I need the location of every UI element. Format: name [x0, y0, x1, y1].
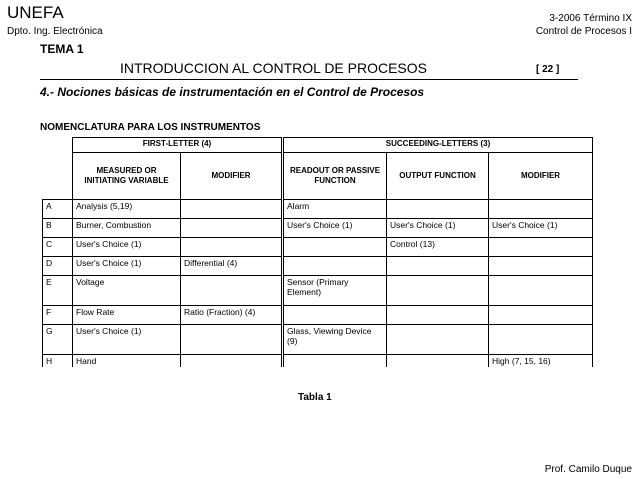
table-column-header-row [43, 153, 593, 200]
row-letter: H [43, 355, 73, 368]
table-row [43, 325, 593, 355]
row-letter: G [43, 325, 73, 355]
output-cell [387, 200, 489, 219]
department-name: Dpto. Ing. Electrónica [7, 26, 103, 37]
measured-cell: Analysis (5,19) [73, 200, 181, 219]
measured-cell: Hand [73, 355, 181, 368]
readout-cell [283, 355, 387, 368]
row-letter: B [43, 219, 73, 238]
table-row [43, 276, 593, 306]
measured-cell: Flow Rate [73, 306, 181, 325]
output-cell: Control (13) [387, 238, 489, 257]
readout-cell: Glass, Viewing Device (9) [283, 325, 387, 355]
course-label: Control de Procesos I [535, 26, 632, 37]
modifier2-cell [489, 257, 593, 276]
table-row [43, 200, 593, 219]
measured-variable-header: MEASURED OR INITIATING VARIABLE [73, 153, 181, 200]
output-cell: User's Choice (1) [387, 219, 489, 238]
output-cell [387, 306, 489, 325]
output-cell [387, 276, 489, 306]
output-cell [387, 325, 489, 355]
measured-cell: User's Choice (1) [73, 238, 181, 257]
page-title: INTRODUCCION AL CONTROL DE PROCESOS [120, 60, 428, 76]
modifier2-cell [489, 238, 593, 257]
modifier2-cell: User's Choice (1) [489, 219, 593, 238]
table-row [43, 238, 593, 257]
measured-cell: User's Choice (1) [73, 257, 181, 276]
modifier-cell: Ratio (Fraction) (4) [181, 306, 283, 325]
modifier2-cell [489, 200, 593, 219]
author-name: Prof. Camilo Duque [544, 464, 632, 475]
row-letter: F [43, 306, 73, 325]
modifier-cell [181, 276, 283, 306]
measured-cell: Voltage [73, 276, 181, 306]
modifier-cell [181, 219, 283, 238]
table-row [43, 355, 593, 368]
row-letter: E [43, 276, 73, 306]
modifier2-cell [489, 306, 593, 325]
modifier-cell: Differential (4) [181, 257, 283, 276]
measured-cell: User's Choice (1) [73, 325, 181, 355]
readout-cell [283, 238, 387, 257]
modifier2-cell [489, 325, 593, 355]
title-divider [40, 79, 578, 80]
table-row [43, 257, 593, 276]
instrument-letter-table [42, 137, 593, 367]
modifier-cell [181, 325, 283, 355]
institution-name: UNEFA [7, 3, 64, 22]
output-cell [387, 257, 489, 276]
modifier2-cell [489, 276, 593, 306]
measured-cell: Burner, Combustion [73, 219, 181, 238]
modifier-cell [181, 355, 283, 368]
succeeding-letters-header: SUCCEEDING-LETTERS (3) [283, 138, 593, 153]
readout-cell [283, 306, 387, 325]
first-letter-header: FIRST-LETTER (4) [73, 138, 283, 153]
modifier2-cell: High (7, 15, 16) [489, 355, 593, 368]
section-heading: 4.- Nociones básicas de instrumentación en el Control de Procesos [40, 85, 425, 99]
readout-cell: Alarm [283, 200, 387, 219]
table-row [43, 219, 593, 238]
term-label: 3-2006 Término IX [549, 13, 632, 24]
table-row [43, 306, 593, 325]
readout-cell: User's Choice (1) [283, 219, 387, 238]
table-group-header-row [43, 138, 593, 153]
modifier-cell [181, 200, 283, 219]
first-modifier-header: MODIFIER [181, 153, 283, 200]
nomenclature-heading: NOMENCLATURA PARA LOS INSTRUMENTOS [40, 122, 261, 133]
succeeding-modifier-header: MODIFIER [489, 153, 593, 200]
page-number: [ 22 ] [536, 64, 560, 75]
output-cell [387, 355, 489, 368]
row-letter: C [43, 238, 73, 257]
readout-function-header: READOUT OR PASSIVE FUNCTION [283, 153, 387, 200]
readout-cell: Sensor (Primary Element) [283, 276, 387, 306]
row-letter: A [43, 200, 73, 219]
tema-label: TEMA 1 [40, 42, 84, 56]
modifier-cell [181, 238, 283, 257]
row-letter: D [43, 257, 73, 276]
table-caption: Tabla 1 [298, 392, 332, 403]
readout-cell [283, 257, 387, 276]
output-function-header: OUTPUT FUNCTION [387, 153, 489, 200]
